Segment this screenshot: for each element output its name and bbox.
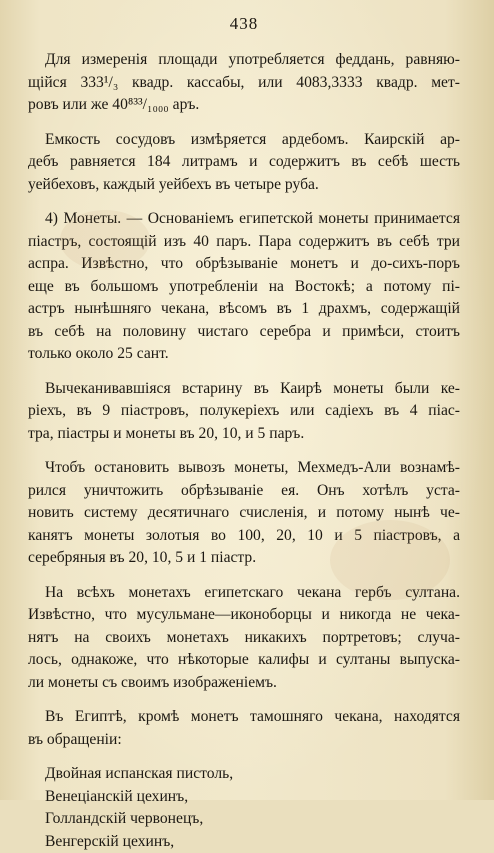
text-line: піастръ, состоящій изъ 40 паръ. Пара содержитъ въ себѣ три: [28, 231, 460, 254]
text-line: канятъ монеты золотыя во 100, 20, 10 и 5 піастровъ, а: [28, 525, 460, 548]
paragraph: [28, 706, 460, 751]
page-text: [28, 49, 460, 751]
text-line: нятъ на своихъ монетахъ никакихъ портретовъ; случа-: [28, 627, 460, 650]
text-line: новить систему десятичнаго счисленія, и потому нынѣ че-: [28, 502, 460, 525]
page-number: 438: [28, 14, 460, 34]
paragraph: [28, 208, 460, 366]
text-line: дебъ равняется 184 литрамъ и содержитъ въ себѣ шесть: [28, 151, 460, 174]
coin-list-item: Голландскій червонецъ,: [28, 808, 460, 831]
text-line: Чтобъ остановить вывозъ монеты, Мехмедъ-Али вознамѣ-: [28, 457, 460, 480]
text-line: лось, однакоже, что нѣкоторые калифы и султаны выпуска-: [28, 649, 460, 672]
text-line: рился уничтожить обрѣзываніе ея. Онъ хотѣлъ уста-: [28, 480, 460, 503]
text-line: въ себѣ на половину чистаго серебра и примѣси, стоитъ: [28, 321, 460, 344]
paragraph: [28, 378, 460, 446]
text-line: Емкость сосудовъ измѣряется ардебомъ. Каирскій ар-: [28, 129, 460, 152]
text-line: аспра. Извѣстно, что обрѣзываніе монетъ и до-сихъ-поръ: [28, 253, 460, 276]
text-line: серебряныя въ 20, 10, 5 и 1 піастр.: [28, 547, 460, 570]
text-line: Извѣстно, что мусульмане—иконоборцы и никогда не чека-: [28, 604, 460, 627]
coin-list-item: Венеціанскій цехинъ,: [28, 786, 460, 809]
coin-list: [28, 763, 460, 853]
paragraph: [28, 582, 460, 695]
text-line: въ обращеніи:: [28, 729, 460, 752]
text-line: щійся 333¹/₃ квадр. кассабы, или 4083,3333 квадр. мет-: [28, 72, 460, 95]
paragraph: [28, 457, 460, 570]
coin-list-item: Венгерскій цехинъ,: [28, 831, 460, 853]
text-line: Для измеренія площади употребляется феддань, равняю-: [28, 49, 460, 72]
text-line: еще въ большомъ употребленіи на Востокѣ; а потому пі-: [28, 276, 460, 299]
text-line: ріехъ, въ 9 піастровъ, полукеріехъ или садіехъ въ 4 піас-: [28, 400, 460, 423]
paragraph: [28, 129, 460, 197]
text-line: Въ Египтѣ, кромѣ монетъ тамошняго чекана, находятся: [28, 706, 460, 729]
paragraph: [28, 49, 460, 117]
coin-list-item: Двойная испанская пистоль,: [28, 763, 460, 786]
text-line: астръ нынѣшняго чекана, вѣсомъ въ 1 драхмъ, содержащій: [28, 298, 460, 321]
text-line: На всѣхъ монетахъ египетскаго чекана гербъ султана.: [28, 582, 460, 605]
text-line: уейбеховъ, каждый уейбехъ въ четыре руба.: [28, 174, 460, 197]
text-line: только около 25 сант.: [28, 343, 460, 366]
text-line: ровъ или же 40⁸³³/₁₀₀₀ аръ.: [28, 94, 460, 117]
text-line: ли монеты съ своимъ изображеніемъ.: [28, 672, 460, 695]
text-line: 4) Монеты. — Основаніемъ египетской монеты принимается: [28, 208, 460, 231]
text-line: тра, піастры и монеты въ 20, 10, и 5 паръ.: [28, 423, 460, 446]
text-line: Вычеканивавшіяся встарину въ Каирѣ монеты были ке-: [28, 378, 460, 401]
